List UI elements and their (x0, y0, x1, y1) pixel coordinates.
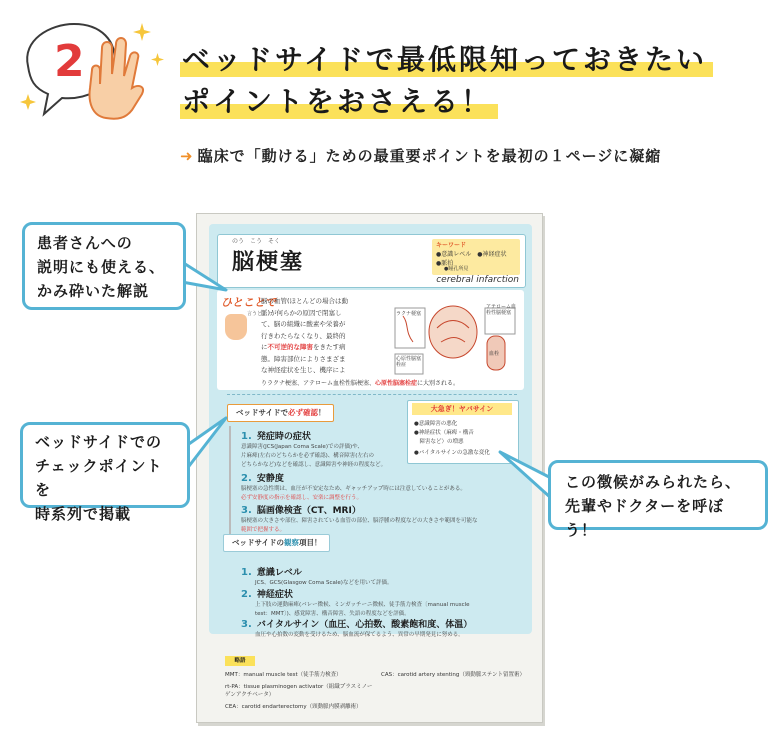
item-body: test：MMT〕)、感覚障害、構音障害、失語の程度などを評価。 (255, 611, 410, 617)
item-number: 1. (241, 567, 252, 578)
subheading-text: 臨床で「動ける」ための最重要ポイントを最初の１ページに凝縮 (197, 147, 662, 165)
item-body: 意識障害(JCS(Japan Coma Scale)での評価)や、 (241, 444, 363, 450)
summary-line: て、脳の組織に酸素や栄養が (261, 320, 346, 328)
check-label-text: ！ (317, 408, 326, 417)
abbreviation-line: MMT：manual muscle test（徒手筋力検査） (225, 672, 342, 678)
check-label-text: ベッドサイドの (232, 538, 284, 547)
callout-line: チェックポイントを (35, 457, 163, 499)
danger-sign-item: ●バイタルサインの急激な変化 (414, 450, 490, 456)
summary-tag-sub: 言うと… (247, 311, 268, 317)
item-title: 意識レベル (256, 568, 302, 578)
keyword-item: ●意識レベル ●神経症状 (436, 251, 507, 258)
callout-line: 時系列で掲載 (35, 505, 132, 523)
illus-label: 血栓 (489, 351, 500, 357)
abbreviation-line: rt-PA：tissue plasminogen activator（組織プラスミノーゲンアクチベータ） (225, 684, 373, 698)
item-number: 1. (241, 431, 252, 442)
item-body: 必ず安静度の指示を確認し、安楽に調整を行う。 (241, 495, 363, 501)
item-number: 3. (241, 505, 252, 516)
summary-line: に不可逆的な障害をきたす病 (261, 343, 346, 351)
item-body: 範囲で把握する。 (241, 527, 286, 533)
callout-line: 患者さんへの (37, 234, 133, 252)
step-number: 2 (54, 36, 85, 87)
arrow-right-icon: ➜ (180, 147, 194, 165)
check-label-text: ベッドサイドで (236, 408, 288, 417)
item-title: 発症時の症状 (256, 432, 311, 442)
illus-label: 心原性脳塞栓症 (396, 356, 422, 368)
summary-foot-post: に大別される。 (417, 380, 460, 387)
item-body: 片麻痺(左右のどちらかを必ず確認)、構音障害(左右の (241, 453, 374, 459)
summary-line: 脳の血管(ほとんどの場合は動 (261, 297, 349, 305)
summary-line: 態。障害部位によりさまざま (261, 354, 346, 363)
danger-sign-item: ●神経症状（麻痺・構音 (414, 430, 474, 436)
keyword-item: ●瞳孔所見 (444, 266, 469, 272)
summary-tag: ひとことで (221, 296, 276, 309)
item-number: 3. (241, 619, 252, 630)
item-body: JCS、GCS(Glasgow Coma Scale)などを用いて評価。 (255, 580, 393, 586)
callout-explanation (22, 222, 186, 310)
item-title: 神経症状 (256, 590, 293, 600)
summary-line: 脈)が何らかの原因で閉塞し (261, 308, 342, 317)
item-body: 上下肢の運動麻痺(バレー徴候、ミンガッチーニ徴候、徒手筋力検査〔manual muscle (255, 602, 470, 608)
abbreviation-line: CAS：carotid artery stenting（頸動脈ステント留置術） (381, 672, 526, 678)
illus-label: ラクナ梗塞 (396, 311, 422, 317)
callout-line: この徴候がみられたら、 (565, 473, 742, 491)
abbreviation-line: CEA：carotid endarterectomy（頸動脈内膜剥離術） (225, 704, 362, 710)
item-number: 2. (241, 473, 252, 484)
callout-line: かみ砕いた解説 (37, 282, 150, 300)
check-label-highlight: 必ず確認 (287, 408, 318, 417)
summary-line: な神経症状を生じ、機序によ (261, 366, 346, 374)
check-label-highlight: 観察 (283, 538, 299, 547)
callout-warning (548, 460, 768, 539)
check-label-text: 項目！ (298, 538, 322, 547)
headline-line-2: ポイントをおさえる！ (180, 82, 498, 122)
headline-line-1: ベッドサイドで最低限知っておきたい (180, 40, 713, 80)
illus-label: アテローム血栓性脳梗塞 (486, 304, 517, 316)
callout-line: ベッドサイドでの (35, 433, 162, 451)
item-body: 脳梗塞の大きさや部位、障害されている血管の部位、脳浮腫の程度などの大きさや範囲を可能な (241, 518, 478, 524)
summary-foot-red: 心原性脳塞栓症 (375, 380, 418, 387)
item-body: 血圧や心拍数の変動を受けるため、脳血流が保てるよう、異常の早期発見に努める。 (255, 632, 464, 638)
summary-line: 行きわたらなくなり、最終的 (261, 331, 346, 340)
callout-checkpoints (20, 422, 190, 523)
item-title: 脳画像検査（CT、MRI） (256, 506, 361, 516)
document-title-english: cerebral infarction (436, 275, 519, 285)
title-ruby: のう こう そく (232, 238, 281, 245)
summary-foot-pre: りラクナ梗塞、アテローム血栓性脳梗塞、 (261, 380, 376, 387)
keyword-item: ●脈拍 (436, 260, 454, 267)
item-body: 脳梗塞の急性期は、血圧が不安定なため、ギャッチアップ時には注意していることがある。 (241, 486, 466, 492)
danger-sign-item: ●意識障害の悪化 (414, 421, 458, 427)
document-title: 脳梗塞 (232, 250, 305, 275)
keyword-label: キーワード (436, 242, 467, 249)
summary-red-phrase: 不可逆的な障害 (267, 343, 313, 351)
danger-sign-title: 大急ぎ！ヤバサイン (412, 403, 512, 415)
item-number: 2. (241, 589, 252, 600)
abbreviation-tag: 略語 (225, 656, 255, 666)
danger-sign-item: 障害など）の増悪 (414, 439, 464, 445)
callout-line: 先輩やドクターを呼ぼう！ (565, 497, 725, 539)
item-title: バイタルサイン（血圧、心拍数、酸素飽和度、体温） (256, 620, 473, 630)
callout-line: 説明にも使える、 (37, 258, 166, 276)
item-title: 安静度 (256, 474, 284, 484)
item-body: どちらかなど)などを確認し、意識障害や神経の程度など。 (241, 462, 387, 468)
